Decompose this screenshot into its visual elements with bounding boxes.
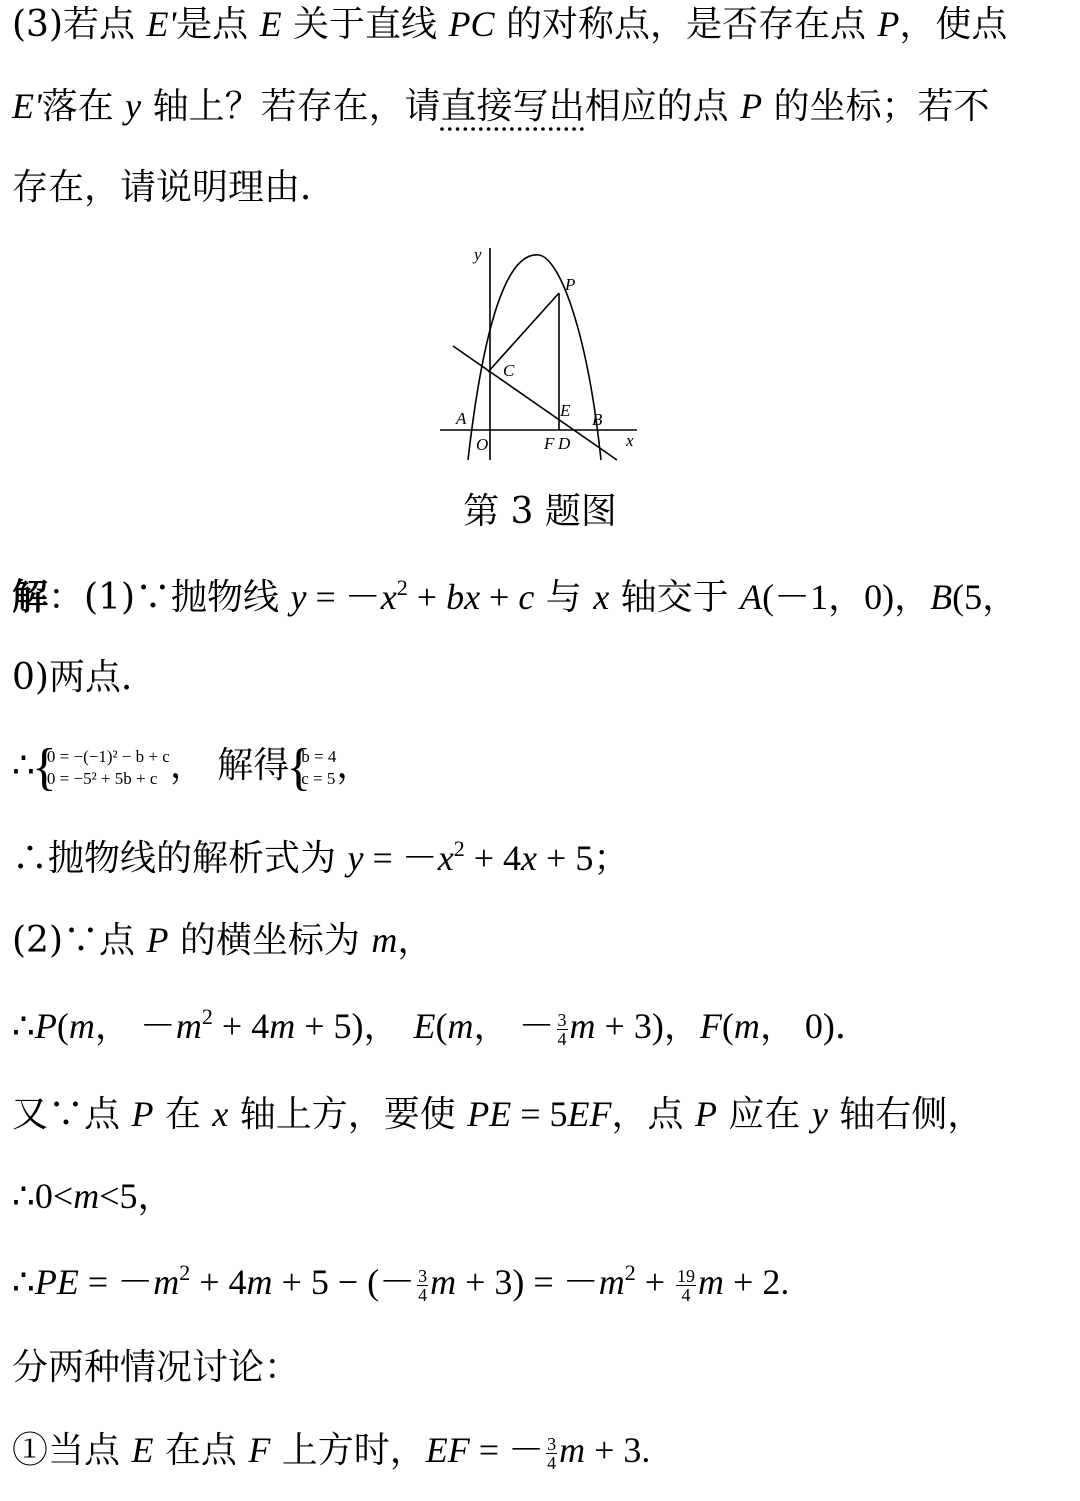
label-x: x bbox=[626, 431, 634, 450]
solution-line-6: ∴P(m， $-m^2 + 4m + 5$)， E(m， － $\frac{3}{4}$ m + 3)，F(m， 0)． bbox=[12, 1004, 871, 1049]
label-B: B bbox=[592, 410, 603, 429]
solution-title: 解 bbox=[12, 577, 49, 618]
solution-line-3: ∴ { 0 = −(−1)² − b + c 0 = −5² + 5b + c ， 解得 { b = 4 c = 5 ， bbox=[12, 740, 372, 792]
solution-line-2: 0)两点． bbox=[12, 657, 157, 698]
solution-line-7: 又∵点 P 在 x 轴上方，要使 PE = 5EF，点 P 应在 y 轴右侧， bbox=[12, 1094, 984, 1135]
solution-line-9: ∴PE = $-m^2 + 4m + 5$ − (－ $\frac{3}{4}$ $m + 3) = -m^2$ + $\frac{19}{4}$ m + 2. bbox=[12, 1260, 790, 1305]
solution-line-4: ∴抛物线的解析式为 $y = -x^2 + 4x + 5$； bbox=[12, 836, 630, 879]
solution-line-10: 分两种情况讨论： bbox=[12, 1347, 301, 1388]
parabola-figure bbox=[437, 238, 647, 468]
emphasis-text: 直接写出 bbox=[440, 86, 585, 127]
question-line-3: 存在，请说明理由． bbox=[12, 167, 337, 208]
fraction-3-4: $\frac{3}{4}$ bbox=[418, 1265, 428, 1305]
solution-line-5: (2)∵点 P 的横坐标为 m， bbox=[12, 920, 434, 961]
equation-system: { 0 = −(−1)² − b + c 0 = −5² + 5b + c bbox=[35, 746, 170, 790]
fraction-19-4: $\frac{19}{4}$ bbox=[677, 1265, 696, 1305]
fraction-3-4: $\frac{3}{4}$ bbox=[547, 1433, 557, 1473]
question-line-1: (3)若点 E'是点 E 关于直线 PC 的对称点，是否存在点 P，使点 bbox=[12, 4, 1008, 45]
label-O: O bbox=[476, 435, 489, 454]
solution-line-1: 解：(1)∵抛物线 $y = -x^2$ + bx + c 与 x 轴交于 A(－1，0)，B(5， bbox=[12, 575, 1019, 618]
label-F: F bbox=[544, 434, 555, 453]
figure-caption: 第 3 题图 bbox=[463, 491, 617, 532]
label-C: C bbox=[503, 361, 515, 380]
question-line-2: E'落在 y 轴上？若存在，请直接写出相应的点 P 的坐标；若不 bbox=[12, 86, 990, 127]
solution-line-8: ∴0<m<5， bbox=[12, 1176, 174, 1216]
solution-line-11: ①当点 E 在点 F 上方时，EF = － $\frac{3}{4}$ m + 3. bbox=[12, 1430, 651, 1473]
solution-system: { b = 4 c = 5 bbox=[289, 746, 336, 790]
fraction-3-4: $\frac{3}{4}$ bbox=[557, 1009, 567, 1049]
label-A: A bbox=[456, 409, 467, 428]
label-D: D bbox=[558, 434, 571, 453]
label-P: P bbox=[565, 275, 576, 294]
label-y: y bbox=[474, 245, 482, 264]
segment-cp bbox=[488, 293, 559, 372]
label-E: E bbox=[560, 401, 571, 420]
